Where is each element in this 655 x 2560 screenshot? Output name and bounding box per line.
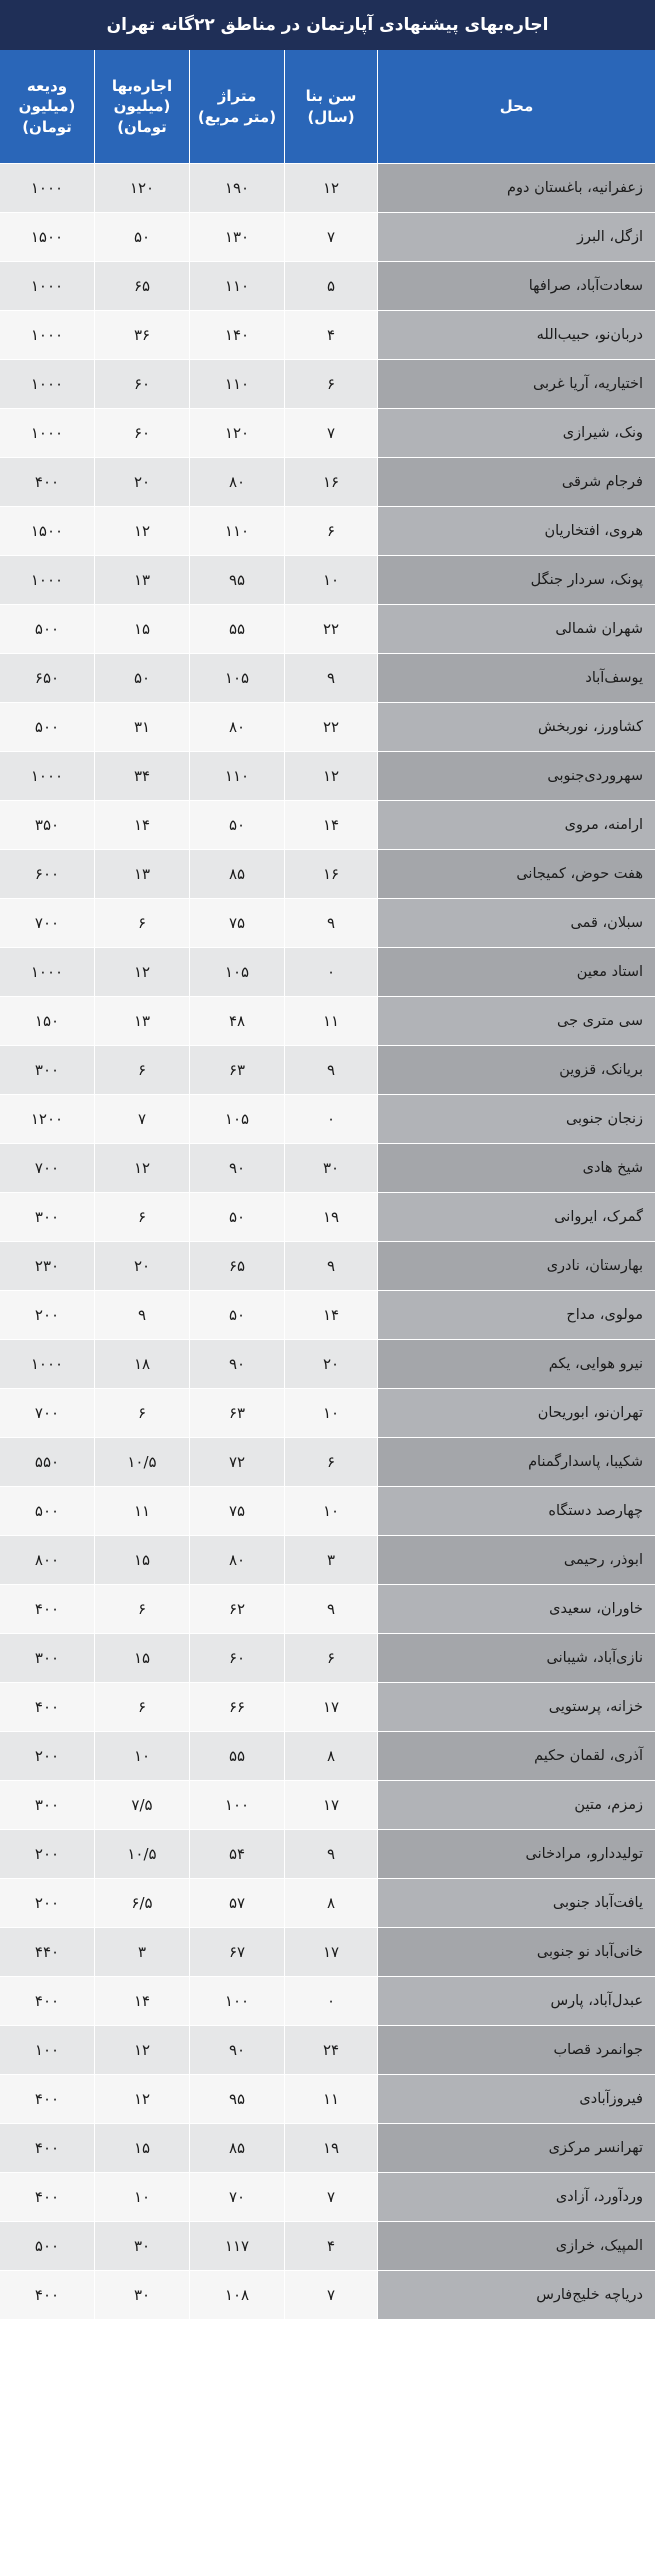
cell-rent: ۷: [94, 1095, 189, 1144]
cell-area: ۸۰: [189, 703, 284, 752]
table-row: [0, 1291, 655, 1340]
cell-area: ۵۵: [189, 1732, 284, 1781]
cell-location: وردآورد، آزادی: [377, 2173, 655, 2222]
cell-area: ۱۲۰: [189, 409, 284, 458]
cell-rent: ۱۲: [94, 948, 189, 997]
table-row: [0, 1634, 655, 1683]
header-area: متراژ (متر مربع): [189, 50, 284, 164]
table-row: [0, 605, 655, 654]
cell-rent: ۱۸: [94, 1340, 189, 1389]
cell-rent: ۱۰: [94, 1732, 189, 1781]
cell-deposit: ۵۰۰: [0, 605, 94, 654]
cell-rent: ۳۰: [94, 2222, 189, 2271]
cell-location: ارامنه، مروی: [377, 801, 655, 850]
cell-age: ۶: [284, 1634, 377, 1683]
cell-area: ۹۵: [189, 2075, 284, 2124]
cell-rent: ۹: [94, 1291, 189, 1340]
cell-rent: ۶: [94, 1683, 189, 1732]
cell-deposit: ۱۰۰۰: [0, 948, 94, 997]
table-row: [0, 2271, 655, 2320]
cell-rent: ۱۲: [94, 2026, 189, 2075]
cell-age: ۹: [284, 1242, 377, 1291]
cell-deposit: ۵۰۰: [0, 703, 94, 752]
table-row: [0, 556, 655, 605]
cell-age: ۱۲: [284, 164, 377, 213]
cell-location: شیخ هادی: [377, 1144, 655, 1193]
cell-deposit: ۴۰۰: [0, 1977, 94, 2026]
cell-deposit: ۵۵۰: [0, 1438, 94, 1487]
cell-area: ۷۵: [189, 899, 284, 948]
cell-location: خزانه، پرستویی: [377, 1683, 655, 1732]
cell-deposit: ۴۰۰: [0, 458, 94, 507]
cell-age: ۷: [284, 2271, 377, 2320]
cell-deposit: ۵۰۰: [0, 1487, 94, 1536]
cell-age: ۱۶: [284, 458, 377, 507]
cell-area: ۶۰: [189, 1634, 284, 1683]
cell-location: هفت حوض، کمیجانی: [377, 850, 655, 899]
table-row: [0, 1242, 655, 1291]
table-row: [0, 1144, 655, 1193]
table-row: [0, 1536, 655, 1585]
cell-deposit: ۳۰۰: [0, 1193, 94, 1242]
cell-deposit: ۳۰۰: [0, 1634, 94, 1683]
cell-age: ۸: [284, 1879, 377, 1928]
cell-rent: ۶/۵: [94, 1879, 189, 1928]
table-row: [0, 752, 655, 801]
cell-rent: ۱۰/۵: [94, 1438, 189, 1487]
table-row: [0, 1438, 655, 1487]
table-row: [0, 997, 655, 1046]
cell-area: ۱۱۰: [189, 262, 284, 311]
cell-location: هروی، افتخاریان: [377, 507, 655, 556]
cell-age: ۶: [284, 360, 377, 409]
cell-deposit: ۱۵۰۰: [0, 213, 94, 262]
cell-age: ۰: [284, 1977, 377, 2026]
cell-age: ۵: [284, 262, 377, 311]
cell-area: ۵۰: [189, 1291, 284, 1340]
cell-location: سهروردی‌جنوبی: [377, 752, 655, 801]
cell-age: ۳: [284, 1536, 377, 1585]
cell-area: ۱۱۰: [189, 360, 284, 409]
cell-rent: ۶: [94, 1585, 189, 1634]
table-title: اجاره‌بهای پیشنهادی آپارتمان در مناطق ۲۲گانه تهران: [0, 0, 655, 50]
cell-age: ۱۰: [284, 1389, 377, 1438]
cell-area: ۶۵: [189, 1242, 284, 1291]
cell-area: ۷۵: [189, 1487, 284, 1536]
cell-area: ۹۰: [189, 1144, 284, 1193]
cell-age: ۳۰: [284, 1144, 377, 1193]
table-row: [0, 850, 655, 899]
cell-area: ۵۴: [189, 1830, 284, 1879]
cell-location: شهران شمالی: [377, 605, 655, 654]
cell-deposit: ۳۰۰: [0, 1046, 94, 1095]
table-row: [0, 899, 655, 948]
cell-location: آذری، لقمان حکیم: [377, 1732, 655, 1781]
cell-age: ۷: [284, 2173, 377, 2222]
cell-age: ۲۲: [284, 605, 377, 654]
cell-area: ۱۰۰: [189, 1977, 284, 2026]
cell-deposit: ۲۰۰: [0, 1291, 94, 1340]
cell-deposit: ۴۰۰: [0, 2075, 94, 2124]
cell-deposit: ۲۰۰: [0, 1830, 94, 1879]
table-row: [0, 2075, 655, 2124]
cell-deposit: ۱۰۰۰: [0, 752, 94, 801]
cell-rent: ۶: [94, 899, 189, 948]
cell-rent: ۱۵: [94, 1634, 189, 1683]
cell-rent: ۱۲: [94, 507, 189, 556]
cell-rent: ۳۱: [94, 703, 189, 752]
cell-deposit: ۷۰۰: [0, 899, 94, 948]
cell-age: ۱۰: [284, 556, 377, 605]
cell-area: ۹۰: [189, 2026, 284, 2075]
cell-location: شکیبا، پاسدارگمنام: [377, 1438, 655, 1487]
cell-age: ۲۰: [284, 1340, 377, 1389]
table-row: [0, 409, 655, 458]
cell-location: چهارصد دستگاه: [377, 1487, 655, 1536]
cell-age: ۱۱: [284, 997, 377, 1046]
table-row: [0, 1046, 655, 1095]
cell-rent: ۱۲: [94, 1144, 189, 1193]
cell-area: ۱۹۰: [189, 164, 284, 213]
cell-deposit: ۶۵۰: [0, 654, 94, 703]
cell-rent: ۵۰: [94, 654, 189, 703]
cell-area: ۴۸: [189, 997, 284, 1046]
cell-location: تولیددارو، مرادخانی: [377, 1830, 655, 1879]
cell-area: ۱۰۵: [189, 654, 284, 703]
cell-deposit: ۱۰۰۰: [0, 360, 94, 409]
table-row: [0, 2173, 655, 2222]
cell-location: پونک، سردار جنگل: [377, 556, 655, 605]
cell-location: اختیاریه، آریا غربی: [377, 360, 655, 409]
cell-age: ۱۷: [284, 1781, 377, 1830]
cell-rent: ۱۴: [94, 1977, 189, 2026]
cell-location: دریاچه خلیج‌فارس: [377, 2271, 655, 2320]
cell-deposit: ۲۳۰: [0, 1242, 94, 1291]
table-row: [0, 507, 655, 556]
cell-location: زمزم، متین: [377, 1781, 655, 1830]
cell-age: ۹: [284, 899, 377, 948]
cell-deposit: ۳۰۰: [0, 1781, 94, 1830]
cell-area: ۷۰: [189, 2173, 284, 2222]
table-row: [0, 1487, 655, 1536]
cell-rent: ۱۲: [94, 2075, 189, 2124]
cell-rent: ۲۰: [94, 458, 189, 507]
cell-age: ۱۴: [284, 801, 377, 850]
cell-rent: ۳۴: [94, 752, 189, 801]
cell-location: بهارستان، نادری: [377, 1242, 655, 1291]
cell-area: ۱۰۰: [189, 1781, 284, 1830]
cell-location: بریانک، قزوین: [377, 1046, 655, 1095]
cell-area: ۸۰: [189, 458, 284, 507]
cell-deposit: ۱۵۰: [0, 997, 94, 1046]
cell-location: زنجان جنوبی: [377, 1095, 655, 1144]
table-row: [0, 262, 655, 311]
table-row: [0, 1732, 655, 1781]
table-row: [0, 458, 655, 507]
cell-rent: ۶۰: [94, 360, 189, 409]
cell-area: ۶۳: [189, 1046, 284, 1095]
cell-age: ۹: [284, 654, 377, 703]
cell-area: ۶۶: [189, 1683, 284, 1732]
cell-location: فرجام شرقی: [377, 458, 655, 507]
cell-area: ۵۵: [189, 605, 284, 654]
table-row: [0, 703, 655, 752]
cell-area: ۷۲: [189, 1438, 284, 1487]
cell-age: ۲۴: [284, 2026, 377, 2075]
cell-location: استاد معین: [377, 948, 655, 997]
header-rent: اجاره‌بها (میلیون تومان): [94, 50, 189, 164]
cell-deposit: ۷۰۰: [0, 1389, 94, 1438]
cell-deposit: ۱۰۰۰: [0, 556, 94, 605]
table-row: [0, 1879, 655, 1928]
table-body: [0, 164, 655, 2320]
cell-age: ۷: [284, 409, 377, 458]
cell-deposit: ۴۰۰: [0, 1585, 94, 1634]
cell-deposit: ۱۰۰۰: [0, 311, 94, 360]
cell-deposit: ۱۰۰: [0, 2026, 94, 2075]
table-row: [0, 1095, 655, 1144]
cell-age: ۰: [284, 948, 377, 997]
header-row: [0, 50, 655, 164]
header-deposit: ودیعه (میلیون تومان): [0, 50, 94, 164]
cell-area: ۱۰۵: [189, 1095, 284, 1144]
cell-age: ۹: [284, 1585, 377, 1634]
cell-area: ۱۳۰: [189, 213, 284, 262]
cell-deposit: ۳۵۰: [0, 801, 94, 850]
cell-rent: ۱۵: [94, 605, 189, 654]
table-row: [0, 1683, 655, 1732]
cell-rent: ۱۳: [94, 556, 189, 605]
cell-age: ۱۰: [284, 1487, 377, 1536]
cell-area: ۵۰: [189, 1193, 284, 1242]
cell-location: یافت‌آباد جنوبی: [377, 1879, 655, 1928]
cell-area: ۱۴۰: [189, 311, 284, 360]
table-row: [0, 801, 655, 850]
cell-rent: ۱۰: [94, 2173, 189, 2222]
cell-rent: ۱۴: [94, 801, 189, 850]
cell-area: ۱۱۰: [189, 507, 284, 556]
cell-rent: ۷/۵: [94, 1781, 189, 1830]
cell-area: ۹۰: [189, 1340, 284, 1389]
cell-age: ۱۷: [284, 1928, 377, 1977]
cell-location: تهران‌نو، ابوریحان: [377, 1389, 655, 1438]
cell-rent: ۶: [94, 1389, 189, 1438]
cell-age: ۱۷: [284, 1683, 377, 1732]
table-row: [0, 1977, 655, 2026]
table-row: [0, 360, 655, 409]
cell-age: ۱۹: [284, 1193, 377, 1242]
cell-deposit: ۷۰۰: [0, 1144, 94, 1193]
cell-rent: ۲۰: [94, 1242, 189, 1291]
cell-area: ۶۷: [189, 1928, 284, 1977]
cell-area: ۸۰: [189, 1536, 284, 1585]
cell-rent: ۳۶: [94, 311, 189, 360]
cell-area: ۸۵: [189, 2124, 284, 2173]
table-row: [0, 2222, 655, 2271]
cell-rent: ۶۰: [94, 409, 189, 458]
cell-area: ۵۰: [189, 801, 284, 850]
cell-deposit: ۲۰۰: [0, 1732, 94, 1781]
cell-deposit: ۲۰۰: [0, 1879, 94, 1928]
cell-location: ازگل، البرز: [377, 213, 655, 262]
cell-location: فیروزآبادی: [377, 2075, 655, 2124]
cell-deposit: ۱۲۰۰: [0, 1095, 94, 1144]
cell-age: ۶: [284, 1438, 377, 1487]
cell-location: المپیک، خرازی: [377, 2222, 655, 2271]
table-row: [0, 1585, 655, 1634]
cell-area: ۱۰۵: [189, 948, 284, 997]
cell-rent: ۶۵: [94, 262, 189, 311]
cell-deposit: ۱۰۰۰: [0, 262, 94, 311]
cell-age: ۱۲: [284, 752, 377, 801]
cell-deposit: ۴۰۰: [0, 1683, 94, 1732]
cell-location: گمرک، ایروانی: [377, 1193, 655, 1242]
cell-location: جوانمرد قصاب: [377, 2026, 655, 2075]
table-row: [0, 948, 655, 997]
cell-location: مولوی، مداح: [377, 1291, 655, 1340]
cell-age: ۲۲: [284, 703, 377, 752]
header-age: سن بنا (سال): [284, 50, 377, 164]
cell-location: ابوذر، رحیمی: [377, 1536, 655, 1585]
cell-deposit: ۴۰۰: [0, 2124, 94, 2173]
cell-rent: ۱۱: [94, 1487, 189, 1536]
table-row: [0, 1928, 655, 1977]
cell-rent: ۳۰: [94, 2271, 189, 2320]
table-row: [0, 2026, 655, 2075]
table-row: [0, 1340, 655, 1389]
cell-deposit: ۸۰۰: [0, 1536, 94, 1585]
cell-area: ۶۳: [189, 1389, 284, 1438]
cell-rent: ۱۳: [94, 997, 189, 1046]
cell-age: ۱۱: [284, 2075, 377, 2124]
cell-rent: ۱۰/۵: [94, 1830, 189, 1879]
cell-age: ۱۹: [284, 2124, 377, 2173]
cell-area: ۹۵: [189, 556, 284, 605]
cell-deposit: ۱۰۰۰: [0, 1340, 94, 1389]
cell-location: سی متری جی: [377, 997, 655, 1046]
cell-location: دربان‌نو، حبیب‌الله: [377, 311, 655, 360]
table-row: [0, 654, 655, 703]
cell-age: ۴: [284, 311, 377, 360]
cell-rent: ۱۵: [94, 2124, 189, 2173]
cell-area: ۱۱۷: [189, 2222, 284, 2271]
cell-age: ۴: [284, 2222, 377, 2271]
table-row: [0, 311, 655, 360]
cell-rent: ۵۰: [94, 213, 189, 262]
table-row: [0, 1193, 655, 1242]
cell-area: ۸۵: [189, 850, 284, 899]
rent-table: [0, 50, 655, 2320]
cell-location: عبدل‌آباد، پارس: [377, 1977, 655, 2026]
cell-location: سبلان، قمی: [377, 899, 655, 948]
cell-deposit: ۱۰۰۰: [0, 409, 94, 458]
cell-age: ۱۶: [284, 850, 377, 899]
cell-age: ۹: [284, 1830, 377, 1879]
header-location: محل: [377, 50, 655, 164]
cell-age: ۹: [284, 1046, 377, 1095]
cell-area: ۵۷: [189, 1879, 284, 1928]
table-row: [0, 1830, 655, 1879]
cell-age: ۶: [284, 507, 377, 556]
table-row: [0, 1389, 655, 1438]
cell-deposit: ۱۰۰۰: [0, 164, 94, 213]
cell-deposit: ۶۰۰: [0, 850, 94, 899]
cell-location: تهرانسر مرکزی: [377, 2124, 655, 2173]
cell-location: خاوران، سعیدی: [377, 1585, 655, 1634]
cell-location: یوسف‌آباد: [377, 654, 655, 703]
table-row: [0, 213, 655, 262]
cell-rent: ۱۲۰: [94, 164, 189, 213]
cell-location: نیرو هوایی، یکم: [377, 1340, 655, 1389]
cell-deposit: ۴۰۰: [0, 2173, 94, 2222]
cell-location: زعفرانیه، باغستان دوم: [377, 164, 655, 213]
cell-age: ۰: [284, 1095, 377, 1144]
cell-deposit: ۴۰۰: [0, 2271, 94, 2320]
table-row: [0, 2124, 655, 2173]
cell-rent: ۱۳: [94, 850, 189, 899]
cell-area: ۱۱۰: [189, 752, 284, 801]
cell-location: خانی‌آباد نو جنوبی: [377, 1928, 655, 1977]
cell-location: سعادت‌آباد، صرافها: [377, 262, 655, 311]
cell-deposit: ۱۵۰۰: [0, 507, 94, 556]
cell-rent: ۳: [94, 1928, 189, 1977]
cell-area: ۶۲: [189, 1585, 284, 1634]
cell-age: ۷: [284, 213, 377, 262]
cell-deposit: ۴۴۰: [0, 1928, 94, 1977]
cell-rent: ۱۵: [94, 1536, 189, 1585]
cell-rent: ۶: [94, 1193, 189, 1242]
cell-location: ونک، شیرازی: [377, 409, 655, 458]
cell-rent: ۶: [94, 1046, 189, 1095]
cell-deposit: ۵۰۰: [0, 2222, 94, 2271]
cell-age: ۸: [284, 1732, 377, 1781]
cell-area: ۱۰۸: [189, 2271, 284, 2320]
table-row: [0, 164, 655, 213]
cell-location: نازی‌آباد، شیبانی: [377, 1634, 655, 1683]
cell-age: ۱۴: [284, 1291, 377, 1340]
table-row: [0, 1781, 655, 1830]
cell-location: کشاورز، نوربخش: [377, 703, 655, 752]
